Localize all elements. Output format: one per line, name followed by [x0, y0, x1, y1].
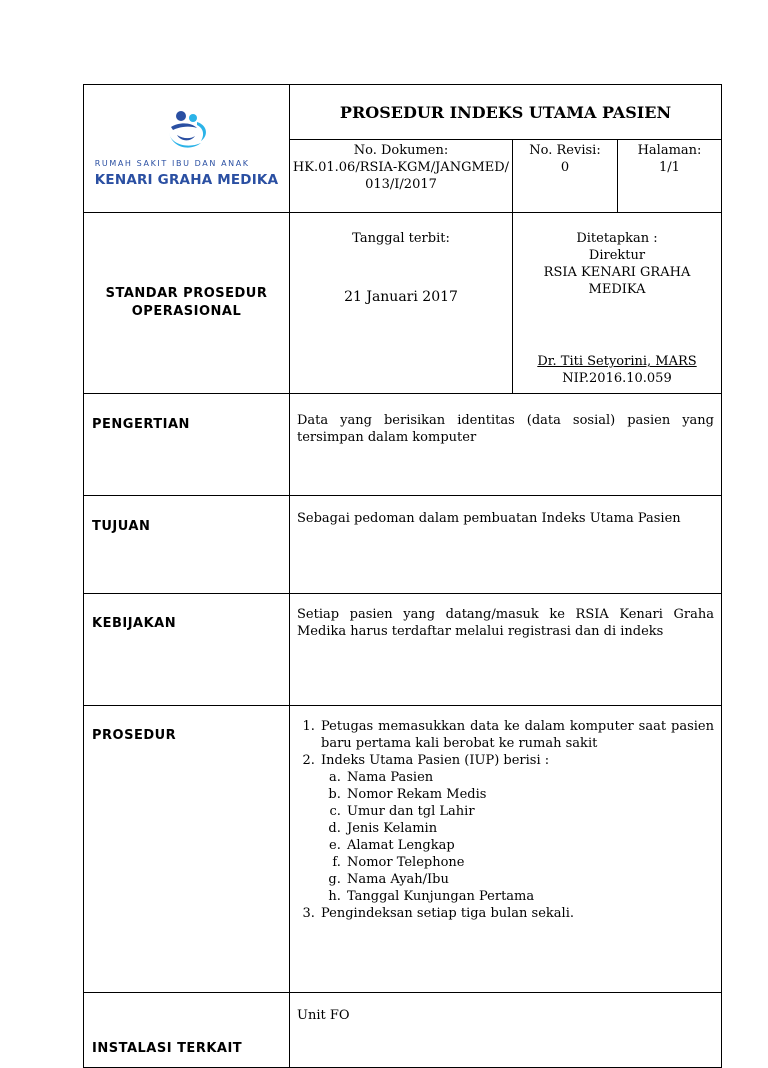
revision-cell — [513, 140, 618, 213]
approval-signature — [513, 353, 721, 387]
prosedur-steps — [297, 718, 714, 922]
approver-name: Dr. Titi Setyorini, MARS — [537, 354, 697, 369]
instalasi-label: INSTALASI TERKAIT — [84, 993, 290, 1068]
logo-name: KENARI GRAHA MEDIKA — [94, 171, 279, 188]
iup-field: g. Nama Ayah/Ibu — [345, 871, 714, 888]
approval-role: Direktur — [588, 248, 646, 263]
iup-fields — [321, 769, 714, 905]
revision-value: 0 — [560, 160, 570, 175]
page-label: Halaman: — [637, 143, 702, 158]
prosedur-label: PROSEDUR — [84, 706, 290, 993]
kebijakan-text: Setiap pasien yang datang/masuk ke RSIA Kenari Graha Medika harus terdaftar melalui registrasi dan di indeks — [290, 594, 722, 706]
prosedur-step: 3. Pengindeksan setiap tiga bulan sekali. — [319, 905, 714, 922]
prosedur-step-text: Indeks Utama Pasien (IUP) berisi : — [321, 753, 550, 768]
iup-field: f. Nomor Telephone — [345, 854, 714, 871]
issue-date-value: 21 Januari 2017 — [344, 289, 458, 305]
doc-number-cell — [290, 140, 513, 213]
tujuan-label: TUJUAN — [84, 496, 290, 594]
prosedur-step — [319, 752, 714, 905]
issue-date-label: Tanggal terbit: — [352, 231, 450, 246]
iup-field: c. Umur dan tgl Lahir — [345, 803, 714, 820]
prosedur-step: 1. Petugas memasukkan data ke dalam komputer saat pasien baru pertama kali berobat ke rumah sakit — [319, 718, 714, 752]
sop-label: STANDAR PROSEDUR OPERASIONAL — [84, 213, 290, 394]
iup-field: a. Nama Pasien — [345, 769, 714, 786]
approval-org: RSIA KENARI GRAHA MEDIKA — [543, 265, 691, 297]
hospital-logo-icon — [161, 109, 213, 153]
kebijakan-label: KEBIJAKAN — [84, 594, 290, 706]
doc-number-label: No. Dokumen: — [353, 143, 449, 158]
approver-nip: NIP.2016.10.059 — [562, 371, 672, 386]
sop-table — [83, 84, 722, 1068]
document-title: PROSEDUR INDEKS UTAMA PASIEN — [290, 85, 722, 140]
approval-cell — [513, 213, 722, 394]
iup-field: h. Tanggal Kunjungan Pertama — [345, 888, 714, 905]
issue-date-cell — [290, 213, 513, 394]
revision-label: No. Revisi: — [529, 143, 601, 158]
logo-cell — [84, 85, 290, 213]
prosedur-content — [290, 706, 722, 993]
page-value: 1/1 — [659, 160, 680, 175]
iup-field: d. Jenis Kelamin — [345, 820, 714, 837]
page-cell — [618, 140, 722, 213]
instalasi-text: Unit FO — [290, 993, 722, 1068]
iup-field: e. Alamat Lengkap — [345, 837, 714, 854]
pengertian-label: PENGERTIAN — [84, 394, 290, 496]
pengertian-text: Data yang berisikan identitas (data sosial) pasien yang tersimpan dalam komputer — [290, 394, 722, 496]
approval-label: Ditetapkan : — [576, 231, 658, 246]
doc-number-value: HK.01.06/RSIA-KGM/JANGMED/013/I/2017 — [292, 160, 510, 192]
hospital-logo — [95, 109, 279, 189]
tujuan-text: Sebagai pedoman dalam pembuatan Indeks Utama Pasien — [290, 496, 722, 594]
iup-field: b. Nomor Rekam Medis — [345, 786, 714, 803]
logo-subtitle: RUMAH SAKIT IBU DAN ANAK — [94, 158, 250, 168]
